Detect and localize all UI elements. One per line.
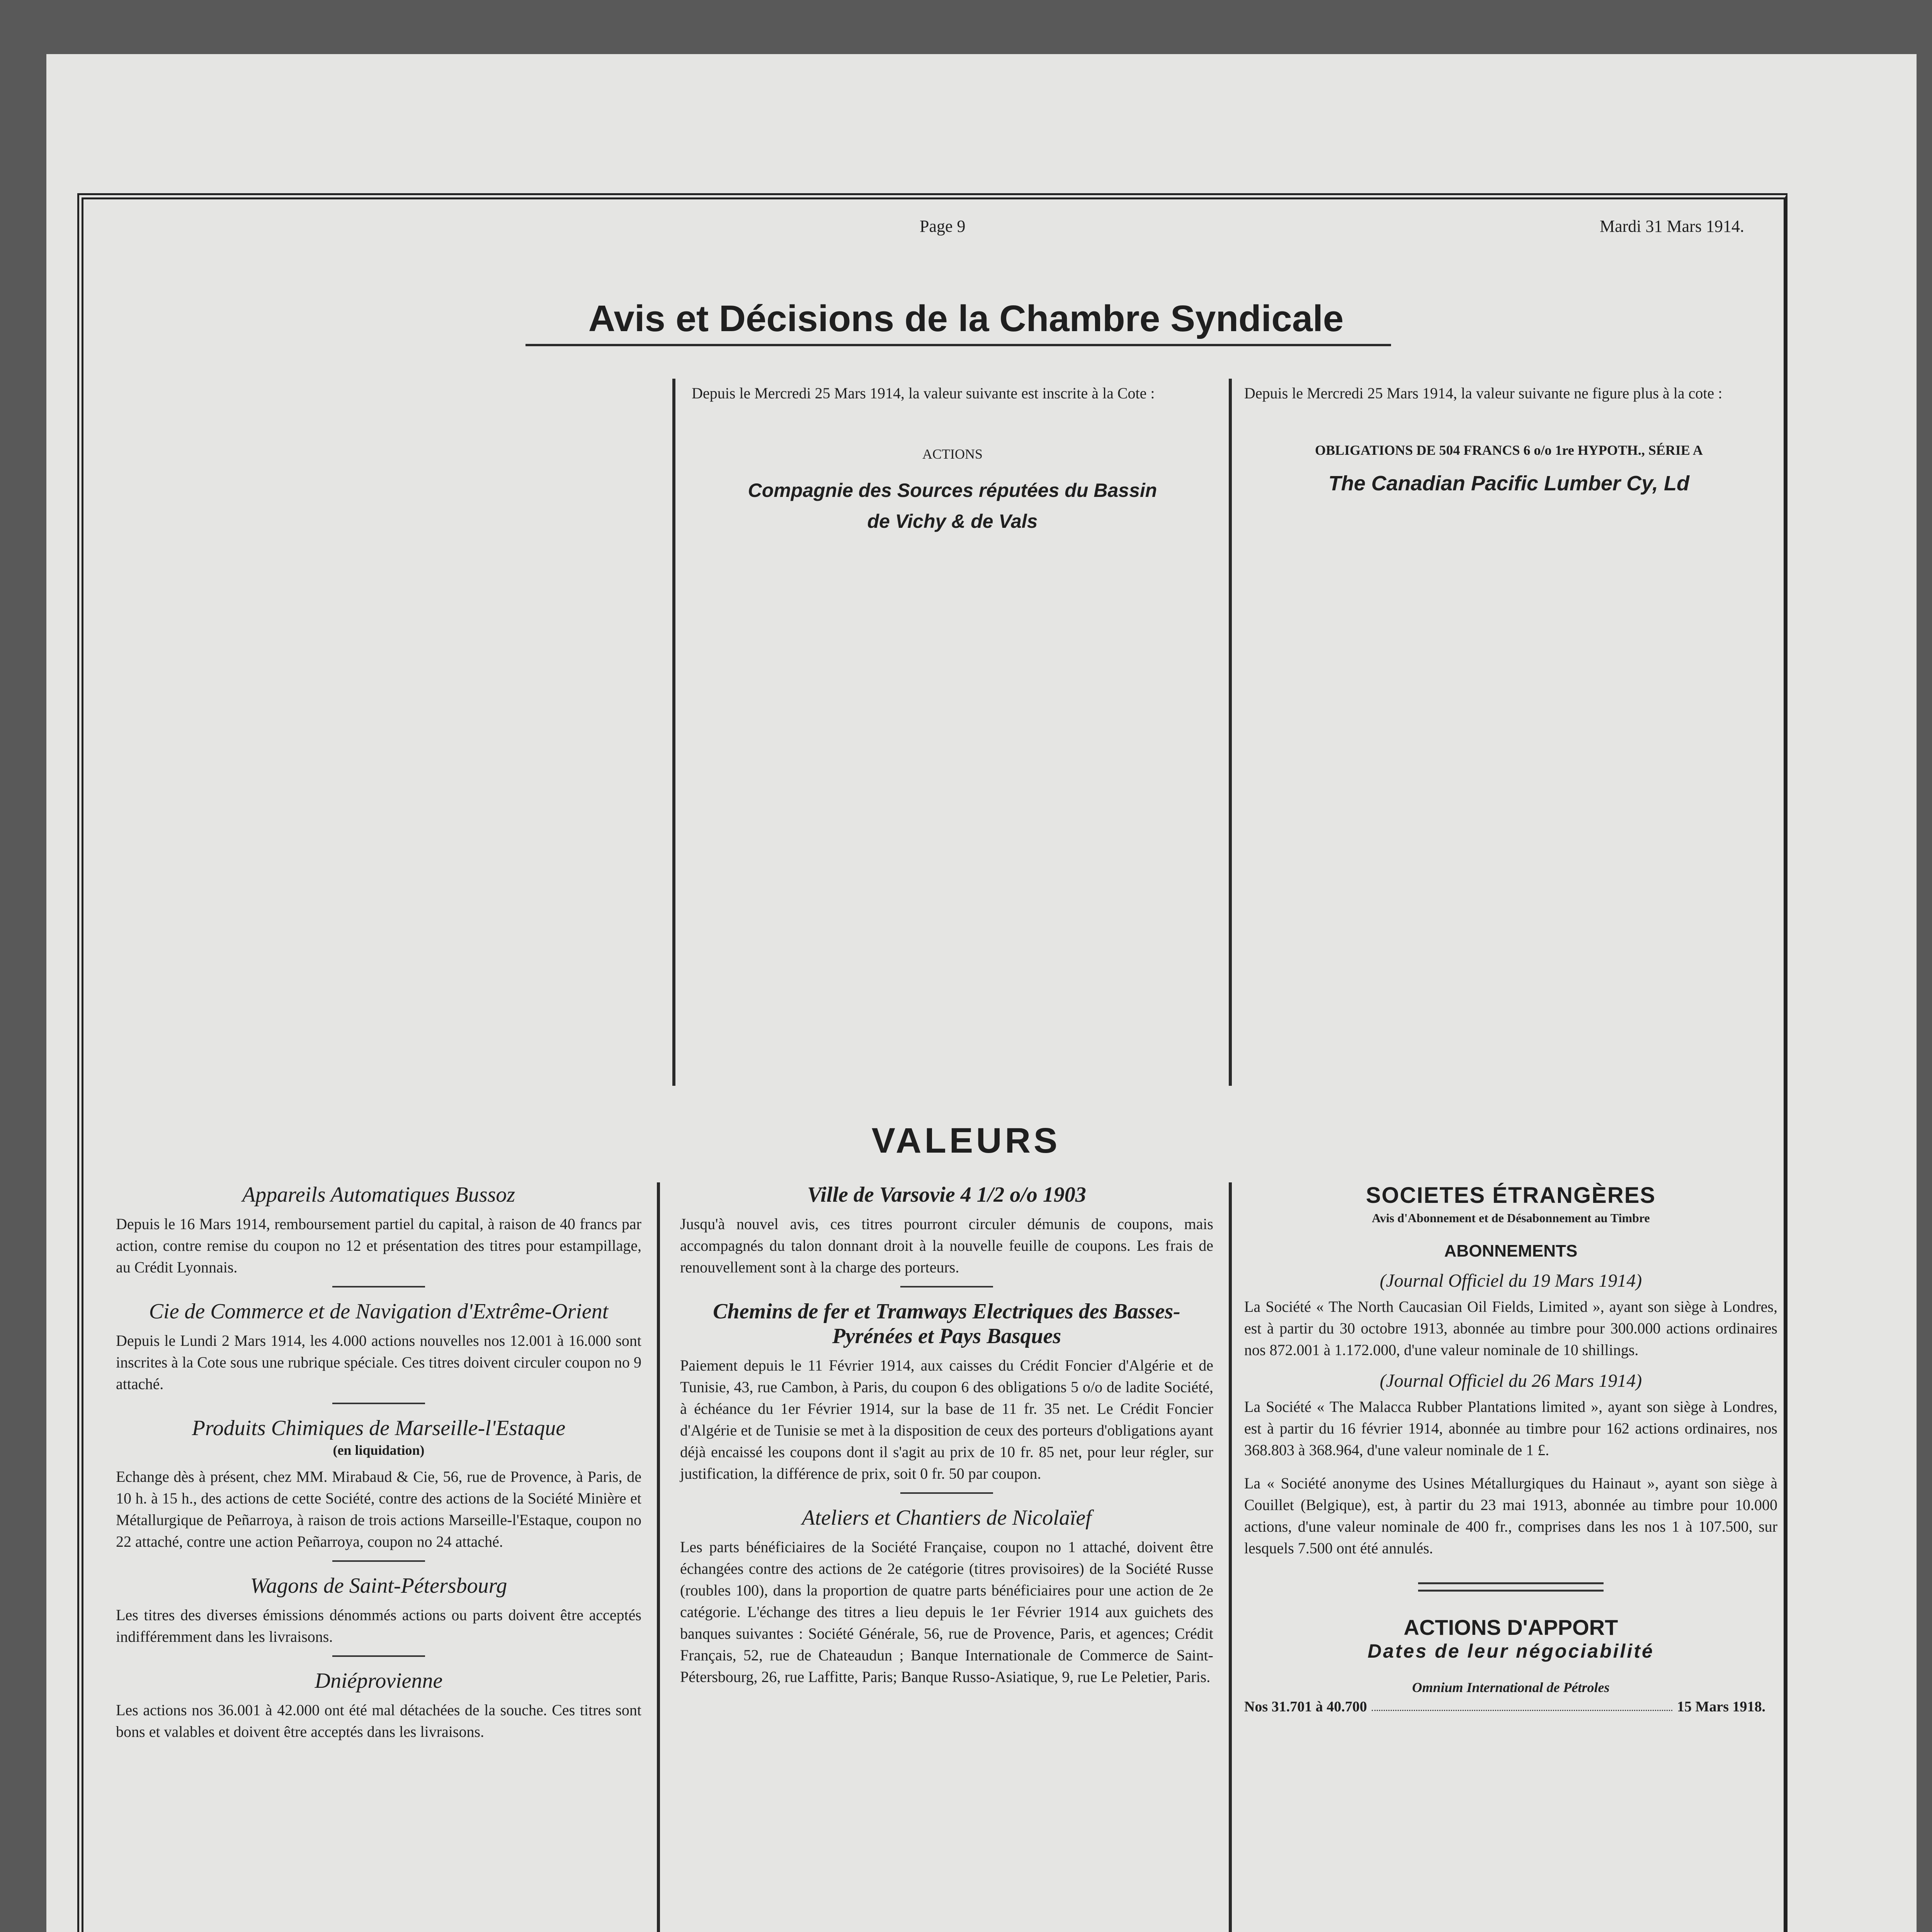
avis-col3-name: The Canadian Pacific Lumber Cy, Ld: [1328, 472, 1690, 495]
valeurs-heading-chemins: Chemins de fer et Tramways Electriques des Basses-Pyrénées et Pays Basques: [713, 1299, 1180, 1348]
valeurs-heading-nicolaief: Ateliers et Chantiers de Nicolaïef: [802, 1506, 1092, 1530]
valeurs-body-navigation: Depuis le Lundi 2 Mars 1914, les 4.000 actions nouvelles nos 12.001 à 16.000 sont inscrites à la Cote sous une rubrique spéciale. Ces titres doivent circuler coupon no 9 attaché.: [116, 1332, 641, 1393]
valeurs-body-dnieprovienne: Les actions nos 36.001 à 42.000 ont été mal détachées de la souche. Ces titres sont bons et valables et doivent être acceptés dans les livraisons.: [116, 1701, 641, 1740]
avis-col2-name-line1: Compagnie des Sources réputées du Bassin: [748, 480, 1157, 501]
valeurs-body-nicolaief: Les parts bénéficiaires de la Société Française, coupon no 1 attaché, doivent être échangées contre des actions de 2e catégorie (titres provisoires) de la Société Russe (roubles 100), dans la proportion de quatre parts bénéficiaires pour une action de 2e catégorie. L'échange des titres a lieu depuis le 1er Février 1914 aux guichets des banques suivantes : Société Générale, 56, rue de Provence, Paris, et agences; Crédit Français, 52, rue de Chateaudun ; Banque Internationale de Commerce de Saint-Pétersbourg, 26, rue Laffitte, Paris; Banque Russo-Asiatique, 9, rue Le Peletier, Paris.: [680, 1538, 1213, 1685]
journal-officiel-26-mars: (Journal Officiel du 26 Mars 1914): [1379, 1371, 1642, 1391]
societes-heading: SOCIETES ÉTRANGÈRES: [1366, 1183, 1656, 1208]
omnium-row: [1244, 1697, 1777, 1716]
avis-title: Avis et Décisions de la Chambre Syndicale: [588, 298, 1344, 339]
valeurs-body-estaque: Echange dès à présent, chez MM. Mirabaud & Cie, 56, rue de Provence, à Paris, de 10 h. à 15 h., des actions de cette Société, contre des actions de la Société Minière et Métallurgique de Peñarroya, à raison de trois actions Marseille-l'Estaque, coupon no 22 attaché, contre une action Peñarroya, coupon no 24 attaché.: [116, 1468, 641, 1550]
valeurs-heading-wagons: Wagons de Saint-Pétersbourg: [250, 1574, 507, 1598]
valeurs-divider-2: [1229, 1182, 1232, 1932]
actions-apport-subheading: Dates de leur négociabilité: [1367, 1640, 1654, 1662]
divider: [332, 1286, 425, 1287]
divider: [900, 1492, 993, 1494]
avis-title-underline: [526, 344, 1391, 346]
avis-col2-text: Depuis le Mercredi 25 Mars 1914, la valeur suivante est inscrite à la Cote :: [692, 384, 1155, 402]
valeurs-heading-bussoz: Appareils Automatiques Bussoz: [242, 1183, 515, 1207]
valeurs-body-bussoz: Depuis le 16 Mars 1914, remboursement partiel du capital, à raison de 40 francs par action, contre remise du coupon no 12 et présentation des titres pour estampillage, au Crédit Lyonnais.: [116, 1215, 641, 1276]
valeurs-col1: [116, 1182, 641, 1743]
valeurs-body-chemins: Paiement depuis le 11 Février 1914, aux caisses du Crédit Foncier d'Algérie et de Tunisie, 43, rue Cambon, à Paris, du coupon 6 des obligations 5 o/o de ladite Société, à échéance du 1er Février 1914, sur la base de 11 fr. 35 net. Le Crédit Foncier d'Algérie et de Tunisie se met à la disposition de ceux des porteurs d'obligations ayant déjà encaissé les coupons dont il s'agit au prix de 10 fr. 85 net, pour leur régler, sur justification, la différence de prix, soit 0 fr. 50 par coupon.: [680, 1357, 1213, 1482]
divider: [332, 1655, 425, 1657]
valeurs-title: VALEURS: [871, 1121, 1061, 1160]
valeurs-heading-dnieprovienne: Dniéprovienne: [315, 1669, 443, 1693]
divider: [900, 1286, 993, 1287]
abonnement-malacca: La Société « The Malacca Rubber Plantations limited », ayant son siège à Londres, est à partir du 16 février 1914, abonnée au timbre pour 162 actions ordinaires, nos 368.803 à 368.964, d'une valeur nominale de 1 £.: [1244, 1398, 1777, 1459]
page-number: Page 9: [920, 217, 966, 236]
valeurs-heading-navigation: Cie de Commerce et de Navigation d'Extrême-Orient: [149, 1299, 609, 1323]
valeurs-heading-varsovie: Ville de Varsovie 4 1/2 o/o 1903: [807, 1183, 1086, 1207]
omnium-date: 15 Mars 1918.: [1677, 1699, 1766, 1715]
abonnement-north-caucasian: La Société « The North Caucasian Oil Fields, Limited », ayant son siège à Londres, est à partir du 30 octobre 1913, abonnée au timbre pour 300.000 actions ordinaires nos 872.001 à 1.172.000, d'une valeur nominale de 10 shillings.: [1244, 1298, 1777, 1359]
valeurs-col3: [1244, 1182, 1777, 1716]
page-date: Mardi 31 Mars 1914.: [1600, 217, 1744, 236]
avis-col2-label: ACTIONS: [922, 446, 983, 462]
avis-divider-1: [672, 379, 675, 1086]
valeurs-col2: [680, 1182, 1213, 1688]
avis-col3-label: OBLIGATIONS DE 504 FRANCS 6 o/o 1re HYPOTH., SÉRIE A: [1315, 442, 1703, 458]
societes-subheading: Avis d'Abonnement et de Désabonnement au Timbre: [1372, 1211, 1650, 1225]
avis-divider-2: [1229, 379, 1232, 1086]
avis-col2-name-line2: de Vichy & de Vals: [867, 510, 1038, 532]
valeurs-body-wagons: Les titres des diverses émissions dénommés actions ou parts doivent être acceptés indifféremment dans les livraisons.: [116, 1606, 641, 1645]
actions-apport-heading: ACTIONS D'APPORT: [1403, 1615, 1618, 1639]
valeurs-heading-estaque: Produits Chimiques de Marseille-l'Estaque: [192, 1416, 566, 1440]
abonnement-hainaut: La « Société anonyme des Usines Métallurgiques du Hainaut », ayant son siège à Couillet (Belgique), est, à partir du 23 mai 1913, abonnée au timbre pour 10.000 actions, d'une valeur nominale de 400 fr., comprises dans les nos 1 à 107.500, sur lesquels 7.500 ont été annulés.: [1244, 1475, 1777, 1557]
valeurs-body-varsovie: Jusqu'à nouvel avis, ces titres pourront circuler démunis de coupons, mais accompagnés du talon donnant droit à la nouvelle feuille de coupons. Les frais de renouvellement sont à la charge des porteurs.: [680, 1215, 1213, 1276]
divider: [332, 1403, 425, 1404]
abonnements-heading: ABONNEMENTS: [1444, 1242, 1578, 1260]
omnium-numbers: Nos 31.701 à 40.700: [1244, 1699, 1367, 1715]
avis-col3-text: Depuis le Mercredi 25 Mars 1914, la valeur suivante ne figure plus à la cote :: [1244, 384, 1723, 402]
omnium-label: Omnium International de Pétroles: [1412, 1680, 1610, 1695]
double-divider: [1418, 1582, 1604, 1592]
valeurs-divider-1: [657, 1182, 660, 1932]
valeurs-note-estaque: (en liquidation): [333, 1442, 425, 1458]
journal-officiel-19-mars: (Journal Officiel du 19 Mars 1914): [1379, 1270, 1642, 1291]
divider: [332, 1560, 425, 1562]
